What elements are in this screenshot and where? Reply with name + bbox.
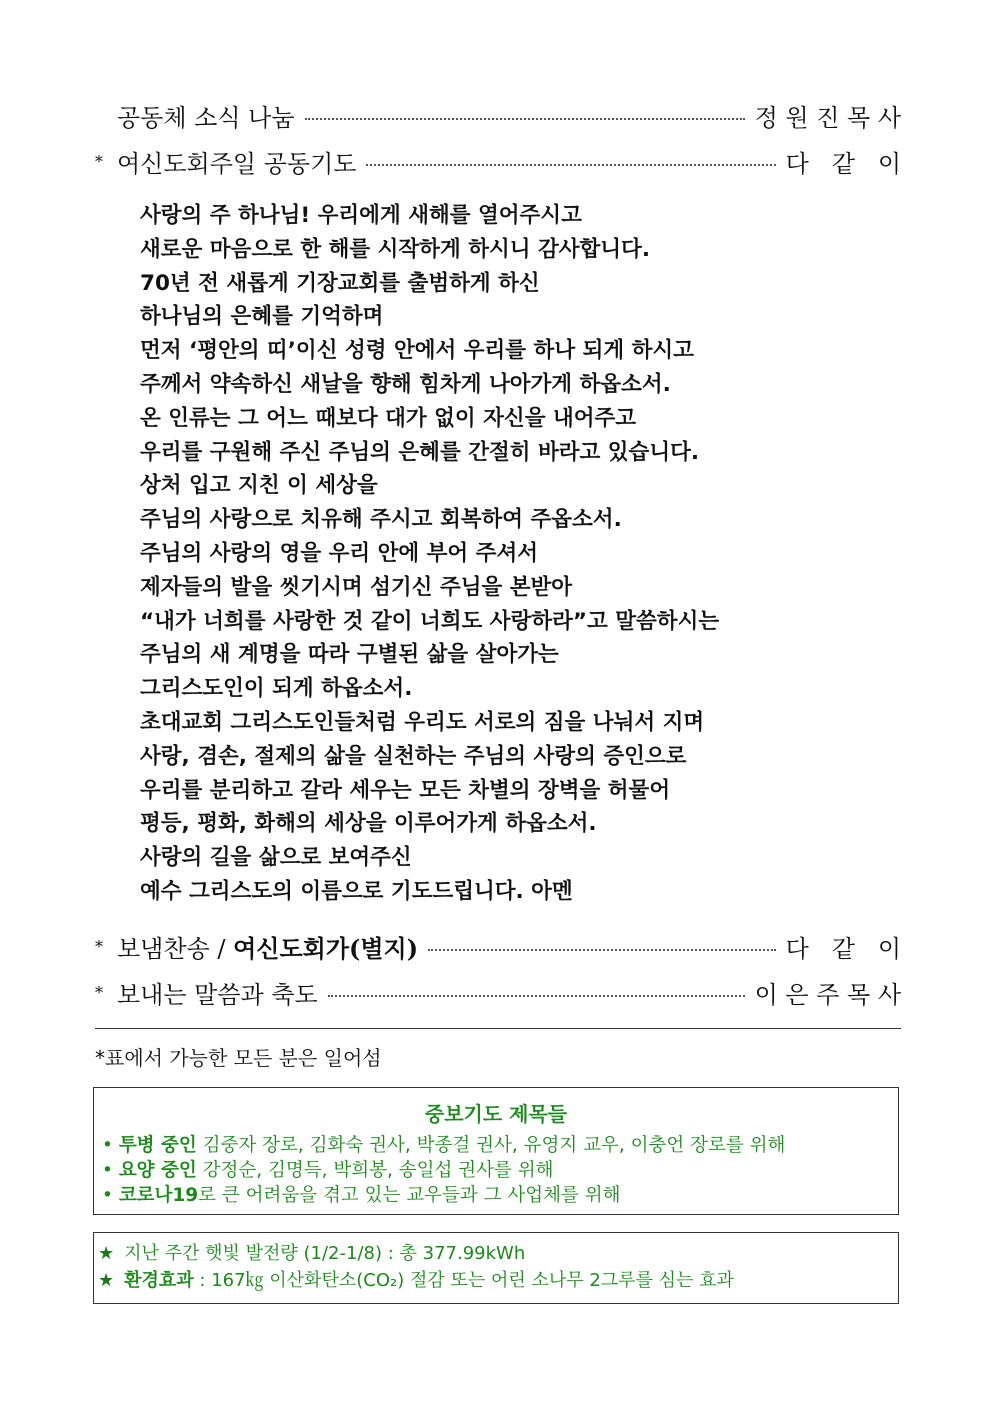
prayer-line: 주님의 사랑의 영을 우리 안에 부어 주셔서 [140, 540, 538, 566]
dot-leader [428, 949, 776, 951]
prayer-line: 사랑의 주 하나님! 우리에게 새해를 열어주시고 [140, 203, 582, 228]
bullet-icon: • [102, 1160, 113, 1181]
hymn-title: 여신도회가(별지) [233, 933, 419, 963]
joint-prayer-text [140, 199, 860, 909]
prayer-line: 하나님의 은혜를 기억하며 [140, 304, 384, 330]
prayer-line: 초대교회 그리스도인들처럼 우리도 서로의 짐을 나눠서 지며 [140, 709, 705, 735]
prayer-line: 우리를 분리하고 갈라 세우는 모든 차별의 장벽을 허물어 [140, 777, 671, 803]
standing-mark: * [95, 982, 103, 1002]
star-icon: ★ [98, 1243, 115, 1264]
intercession-item-text: 김중자 장로, 김화숙 권사, 박종걸 권사, 유영지 교우, 이충언 장로를 위해 [196, 1135, 786, 1156]
star-icon: ★ [98, 1270, 115, 1291]
prayer-line: 주님의 사랑으로 치유해 주시고 회복하여 주옵소서. [140, 507, 622, 533]
order-item-community-news [95, 97, 901, 133]
prayer-line: 온 인류는 그 어느 때보다 대가 없이 자신을 내어주고 [140, 405, 637, 431]
order-label-plain: 보냄찬송 / [117, 934, 234, 963]
solar-generation-text: 지난 주간 햇빛 발전량 (1/2-1/8) : 총 377.99kWh [124, 1243, 526, 1264]
prayer-line: 우리를 구원해 주신 주님의 은혜를 간절히 바라고 있습니다. [140, 439, 700, 465]
order-leader: 다 같 이 [785, 149, 901, 178]
order-item-joint-prayer [95, 143, 901, 179]
intercession-item [94, 1183, 898, 1208]
intercession-item-bold: 요양 중인 [118, 1160, 197, 1181]
prayer-line: 사랑, 겸손, 절제의 삶을 실천하는 주님의 사랑의 증인으로 [140, 743, 687, 769]
order-label: 여신도회주일 공동기도 [117, 149, 357, 178]
environmental-effect-label: 환경효과 [124, 1270, 194, 1291]
order-leader: 이 은 주 목 사 [754, 980, 901, 1009]
prayer-line: 먼저 ‘평안의 띠’이신 성령 안에서 우리를 하나 되게 하시고 [140, 338, 694, 364]
intercession-item-bold: 투병 중인 [118, 1135, 197, 1156]
standing-mark: * [95, 151, 103, 171]
order-label: 공동체 소식 나눔 [117, 103, 295, 132]
intercession-item-bold: 코로나19 [118, 1185, 199, 1206]
intercession-item-text: 강정순, 김명득, 박희봉, 송일섭 권사를 위해 [196, 1160, 554, 1181]
order-label [117, 929, 418, 964]
bullet-icon: • [102, 1135, 113, 1156]
prayer-line: 예수 그리스도의 이름으로 기도드립니다. 아멘 [140, 878, 573, 904]
bullet-icon: • [102, 1185, 113, 1206]
solar-generation-line [98, 1240, 898, 1267]
intercession-box [93, 1087, 899, 1215]
standing-note: *표에서 가능한 모든 분은 일어섬 [95, 1046, 382, 1070]
prayer-line: 평등, 평화, 화해의 세상을 이루어가게 하옵소서. [140, 811, 597, 837]
intercession-item-text: 로 큰 어려움을 겪고 있는 교우들과 그 사업체를 위해 [198, 1185, 621, 1206]
standing-mark: * [95, 936, 103, 956]
prayer-line: 주님의 새 계명을 따라 구별된 삶을 살아가는 [140, 642, 559, 668]
divider [95, 1028, 901, 1029]
prayer-line: 새로운 마음으로 한 해를 시작하게 하시니 감사합니다. [140, 236, 650, 262]
order-leader: 다 같 이 [785, 934, 901, 963]
prayer-line: 70년 전 새롭게 기장교회를 출범하게 하신 [140, 270, 540, 296]
order-label: 보내는 말씀과 축도 [117, 980, 318, 1009]
prayer-line: 제자들의 발을 씻기시며 섬기신 주님을 본받아 [140, 574, 573, 600]
prayer-line: 사랑의 길을 삶으로 보여주신 [140, 845, 412, 871]
intercession-title: 중보기도 제목들 [424, 1102, 568, 1126]
dot-leader [366, 164, 775, 166]
prayer-line: “내가 너희를 사랑한 것 같이 너희도 사랑하라”고 말씀하시는 [140, 608, 720, 634]
environmental-effect-text: : 167㎏ 이산화탄소(CO₂) 절감 또는 어린 소나무 2그루를 심는 효과 [193, 1270, 734, 1291]
order-item-sending-hymn [95, 928, 901, 964]
prayer-line: 주께서 약속하신 새날을 향해 힘차게 나아가게 하옵소서. [140, 371, 671, 397]
intercession-item [94, 1133, 898, 1158]
dot-leader [328, 995, 745, 997]
intercession-item [94, 1158, 898, 1183]
order-item-benediction [95, 974, 901, 1010]
prayer-line: 그리스도인이 되게 하옵소서. [140, 676, 413, 702]
solar-power-box [93, 1232, 899, 1304]
environmental-effect-line [98, 1267, 898, 1294]
dot-leader [305, 118, 745, 120]
order-leader: 정 원 진 목 사 [754, 103, 901, 132]
prayer-line: 상처 입고 지친 이 세상을 [140, 473, 378, 499]
